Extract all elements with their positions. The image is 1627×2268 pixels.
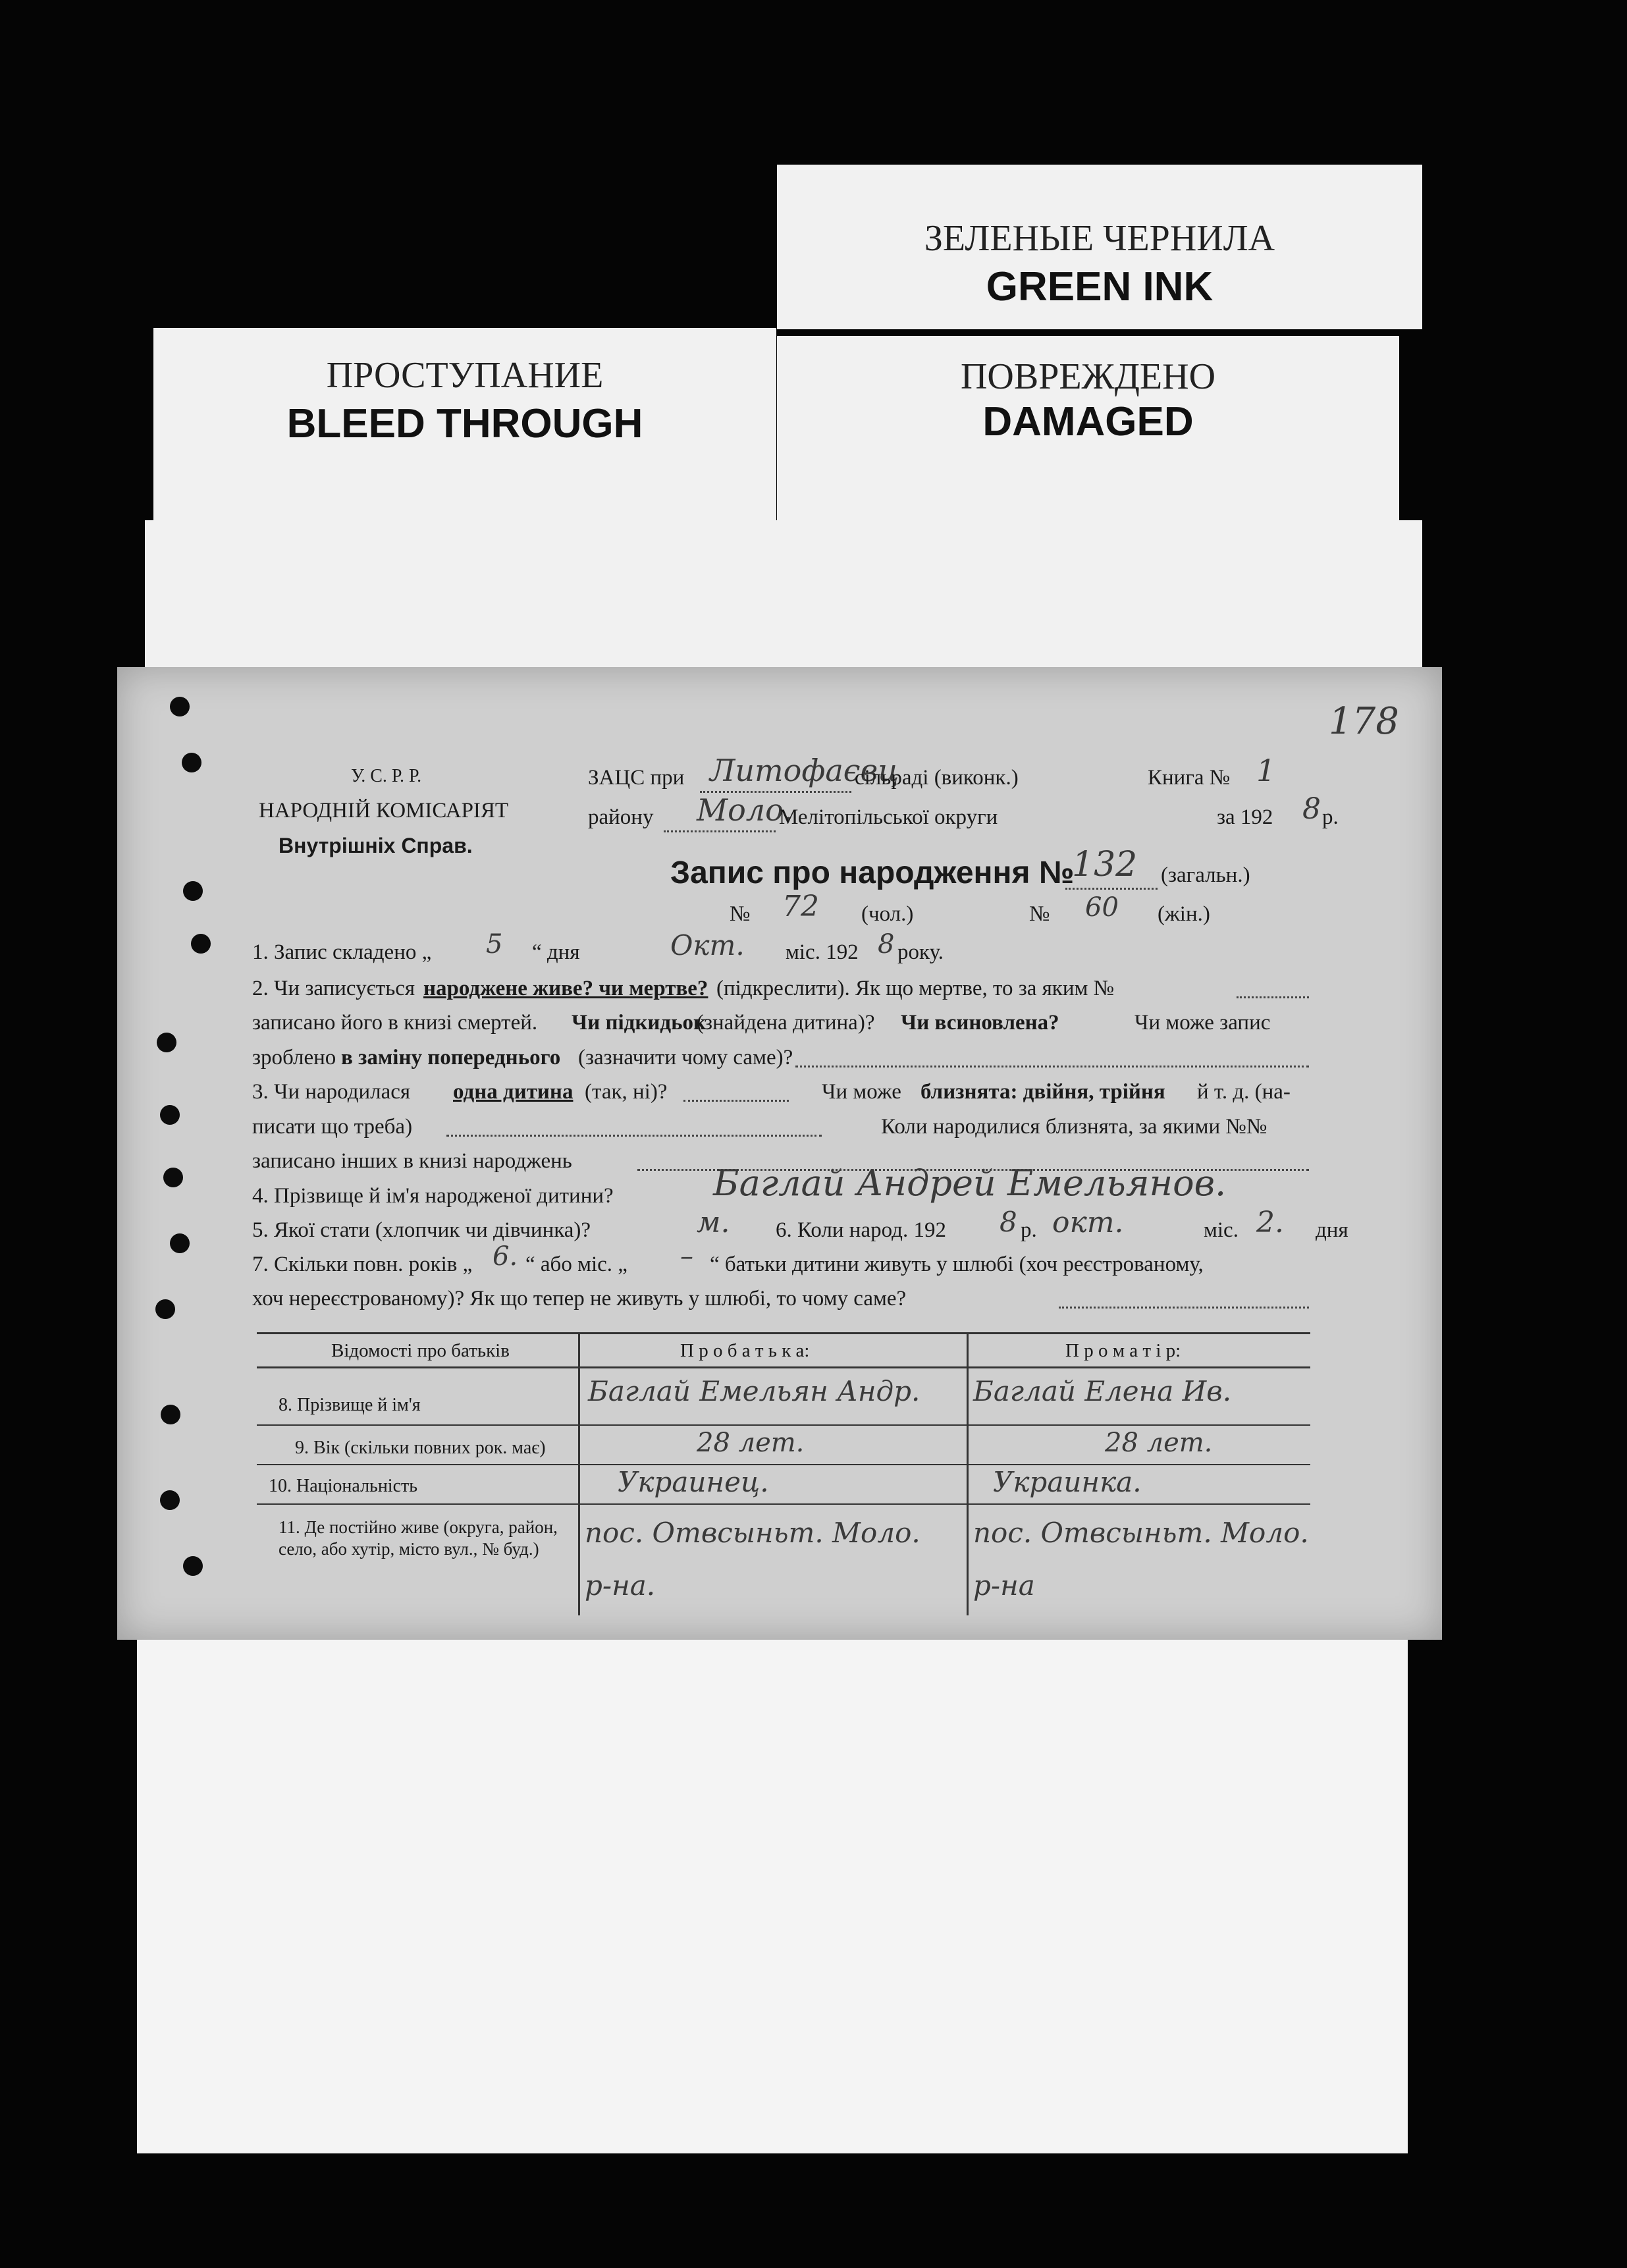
table-header-rule	[257, 1366, 1310, 1368]
q1-year: 8	[878, 929, 895, 959]
header-internal-affairs: Внутрішніх Справ.	[279, 834, 473, 857]
q2-line1-fill	[1237, 996, 1309, 998]
q7-label: 7. Скільки повн. років „	[252, 1253, 473, 1276]
q2-line1a: 2. Чи записується	[252, 977, 415, 1000]
table-row-rule	[257, 1464, 1310, 1465]
table-col-divider-2	[967, 1332, 969, 1615]
table-row-label: 8. Прізвище й ім'я	[279, 1395, 421, 1415]
q2-line3a: зроблено	[252, 1046, 336, 1069]
q1-day: 5	[486, 929, 503, 959]
q7-years: 6.	[493, 1241, 518, 1272]
rayon-value: Моло.	[697, 792, 793, 828]
q2-line3-fill	[795, 1066, 1309, 1067]
table-row-rule	[257, 1424, 1310, 1426]
mother-residence: пос. Отвсыньт. Моло. р-на	[973, 1517, 1309, 1602]
q1-year-suffix: року.	[897, 940, 944, 964]
punch-hole	[170, 697, 190, 716]
q7-months: –	[680, 1241, 693, 1272]
table-row-label: 11. Де постійно живе (округа, район, село, або хутір, місто вул., № буд.)	[279, 1517, 558, 1559]
q5-value: м.	[697, 1206, 730, 1239]
q6-month: окт.	[1052, 1206, 1124, 1239]
rayon-line	[664, 830, 776, 832]
table-header-info: Відомості про батьків	[331, 1340, 510, 1361]
record-number-line	[1065, 888, 1158, 890]
q3-line2-fill	[446, 1135, 822, 1137]
year-suffix: р.	[1322, 805, 1339, 829]
punch-hole	[155, 1299, 175, 1319]
q7-line2-fill	[1059, 1307, 1309, 1309]
q1-day-suffix: “ дня	[532, 940, 580, 964]
q3-line1c: (так, ні)?	[585, 1080, 668, 1104]
female-label: (жін.)	[1158, 902, 1210, 926]
q3-line2b: Коли народилися близнята, за якими №№	[881, 1115, 1267, 1139]
punch-hole	[191, 934, 211, 954]
q3-line1f: й т. д. (на-	[1197, 1080, 1291, 1104]
q6-month-suffix: міс.	[1204, 1218, 1239, 1242]
male-number: 72	[782, 890, 819, 923]
total-label: (загальн.)	[1161, 863, 1250, 887]
green-ink-label-en: GREEN INK	[986, 264, 1214, 310]
rayon-label: району	[588, 805, 654, 829]
selradi-label: сільраді (виконк.)	[855, 766, 1019, 790]
mother-age: 28 лет.	[1105, 1428, 1213, 1458]
q7-line2: хоч нереєстрованому)? Як що тепер не живуть у шлюбі, то чому саме?	[252, 1287, 907, 1310]
punch-hole	[170, 1233, 190, 1253]
father-name: Баглай Емельян Андр.	[588, 1375, 920, 1407]
punch-hole	[157, 1033, 176, 1052]
birth-record-form	[117, 667, 1442, 1640]
book-label: Книга №	[1148, 766, 1231, 790]
q5-label: 5. Якої стати (хлопчик чи дівчинка)?	[252, 1218, 591, 1242]
q3-line2a: писати що треба)	[252, 1115, 413, 1139]
table-top-rule	[257, 1332, 1310, 1334]
year-label: за 192	[1217, 805, 1273, 829]
year-value: 8	[1302, 792, 1321, 826]
q6-label: 6. Коли народ. 192	[776, 1218, 946, 1242]
q7-end: “ батьки дитини живуть у шлюбі (хоч реєстрованому,	[710, 1253, 1204, 1276]
table-header-father: П р о б а т ь к а:	[680, 1340, 810, 1361]
q2-line2e: Чи може запис	[1134, 1011, 1271, 1035]
q3-line1-fill	[683, 1100, 789, 1102]
q6-year: 8	[1000, 1206, 1017, 1238]
punch-hole	[160, 1105, 180, 1125]
q6-day-suffix: дня	[1316, 1218, 1348, 1242]
header-ussr: У. С. Р. Р.	[351, 766, 422, 786]
backing-sheet	[137, 1627, 1408, 2153]
table-row-label: 10. Національність	[269, 1476, 418, 1496]
zags-label: ЗАЦС при	[588, 766, 685, 790]
q2-line2a: записано його в книзі смертей.	[252, 1011, 538, 1035]
table-row-label: 9. Вік (скільки повних рок. має)	[295, 1438, 546, 1458]
damaged-label-en: DAMAGED	[982, 399, 1194, 445]
q2-line2c: (знайдена дитина)?	[697, 1011, 875, 1035]
q4-value: Баглай Андрей Емельянов.	[713, 1162, 1227, 1204]
green-ink-label-ru: ЗЕЛЕНЫЕ ЧЕРНИЛА	[924, 218, 1275, 259]
record-number: 132	[1072, 845, 1138, 884]
punch-hole	[183, 881, 203, 901]
father-nationality: Украинец.	[618, 1466, 769, 1498]
male-number-sym: №	[730, 902, 751, 926]
father-residence: пос. Отвсыньт. Моло. р-на.	[585, 1517, 920, 1602]
header-commissariat: НАРОДНІЙ КОМІСАРІЯТ	[259, 799, 509, 823]
father-age: 28 лет.	[697, 1428, 805, 1458]
punch-hole	[160, 1490, 180, 1510]
q4-label: 4. Прізвище й ім'я народженої дитини?	[252, 1184, 614, 1208]
green-ink-card	[777, 165, 1422, 329]
page-number: 178	[1329, 700, 1399, 743]
male-label: (чол.)	[861, 902, 914, 926]
q3-line1e: близнята: двійня, трійня	[920, 1080, 1165, 1104]
q1-label: 1. Запис складено „	[252, 940, 432, 964]
q3-line1a: 3. Чи народилася	[252, 1080, 411, 1104]
q2-line3b: в заміну попереднього	[341, 1046, 561, 1069]
damaged-label-ru: ПОВРЕЖДЕНО	[960, 356, 1216, 397]
q1-month-suffix: міс. 192	[786, 940, 859, 964]
bleed-through-label-ru: ПРОСТУПАНИЕ	[326, 355, 604, 396]
damaged-card	[777, 336, 1399, 520]
zags-value: Литофаєвц	[710, 753, 899, 788]
table-row-rule	[257, 1503, 1310, 1505]
blank-card	[145, 520, 1422, 678]
table-col-divider-1	[578, 1332, 580, 1615]
q2-line2d: Чи всиновлена?	[901, 1011, 1059, 1035]
form-title: Запис про народження №	[670, 855, 1075, 890]
q2-line3c: (зазначити чому саме)?	[578, 1046, 793, 1069]
mother-nationality: Украинка.	[993, 1466, 1142, 1498]
q1-month: Окт.	[670, 929, 745, 961]
book-value: 1	[1256, 753, 1276, 788]
bleed-through-label-en: BLEED THROUGH	[286, 401, 643, 446]
q6-year-suffix: р.	[1021, 1218, 1037, 1242]
bleed-through-card	[153, 328, 776, 522]
q3-line3: записано інших в книзі народжень	[252, 1149, 572, 1173]
punch-hole	[163, 1168, 183, 1187]
punch-hole	[182, 753, 201, 772]
q7-mid: “ або міс. „	[525, 1253, 627, 1276]
q2-line1b: народжене живе? чи мертве?	[423, 977, 708, 1000]
q3-line1b: одна дитина	[453, 1080, 573, 1104]
mother-name: Баглай Елена Ив.	[973, 1375, 1232, 1407]
female-number: 60	[1085, 892, 1119, 923]
q2-line1c: (підкреслити). Як що мертве, то за яким №	[716, 977, 1115, 1000]
okrug-label: Мелітопільської округи	[779, 805, 998, 829]
punch-hole	[161, 1405, 180, 1424]
punch-hole	[183, 1556, 203, 1576]
q3-line1d: Чи може	[822, 1080, 901, 1104]
female-number-sym: №	[1029, 902, 1050, 926]
q6-day: 2.	[1256, 1206, 1284, 1239]
q2-line2b: Чи підкидьок	[572, 1011, 707, 1035]
table-header-mother: П р о м а т і р:	[1065, 1340, 1181, 1361]
